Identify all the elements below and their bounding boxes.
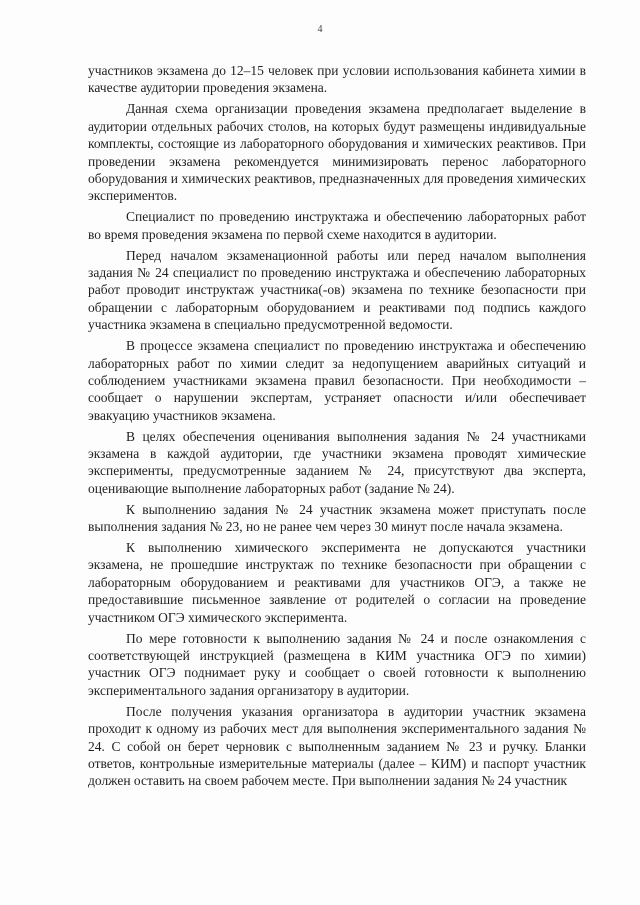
paragraph-experts-presence: В целях обеспечения оценивания выполнения задания № 24 участниками экзамена в каждой аудитории, где участники экзамена проводят химические эксперименты, предусмотренные заданием № 24, присутствуют два эксперта, оценивающие выполнение лабораторных работ (задание № 24). — [88, 428, 586, 496]
paragraph-admission-rules: К выполнению химического эксперимента не допускаются участники экзамена, не прошедшие инструктаж по технике безопасности при обращении с лабораторным оборудованием и реактивами для участников ОГЭ, а также не предоставившие письменное заявление от родителей о согласии на проведение участником ОГЭ химического эксперимента. — [88, 540, 586, 625]
paragraph-specialist-supervision: В процессе экзамена специалист по проведению инструктажа и обеспечению лабораторных работ по химии следит за недопущением аварийных ситуаций и соблюдением участниками экзамена правил безопасности. При необходимости – сообщает о нарушении экспертам, устраняет опасности и/или обеспечивает эвакуацию участников экзамена. — [88, 338, 586, 423]
document-body — [88, 62, 586, 790]
paragraph-readiness-signal: По мере готовности к выполнению задания № 24 и после ознакомления с соответствующей инструкцией (размещена в КИМ участника ОГЭ по химии) участник ОГЭ поднимает руку и сообщает о своей готовности к выполнению экспериментального задания организатору в аудитории. — [88, 630, 586, 698]
paragraph-task-start-time: К выполнению задания № 24 участник экзамена может приступать после выполнения задания № 23, но не ранее чем через 30 минут после начала экзамена. — [88, 501, 586, 535]
paragraph-specialist-location: Специалист по проведению инструктажа и обеспечению лабораторных работ во время проведения экзамена по первой схеме находится в аудитории. — [88, 209, 586, 242]
paragraph-safety-briefing: Перед началом экзаменационной работы или перед началом выполнения задания № 24 специалист по проведению инструктажа и обеспечению лабораторных работ проводит инструктаж участника(-ов) экзамена по технике безопасности при обращении с лабораторным оборудованием и реактивами под подпись каждого участника экзамена в специально предусмотренной ведомости. — [88, 247, 586, 333]
paragraph-scheme-description: Данная схема организации проведения экзамена предполагает выделение в аудитории отдельных рабочих столов, на которых будут размещены индивидуальные комплекты, состоящие из лабораторного оборудования и химических реактивов. При проведении экзамена рекомендуется минимизировать перенос лабораторного оборудования и химических реактивов, предназначенных для проведения химических экспериментов. — [88, 101, 586, 204]
page-number: 4 — [317, 24, 323, 35]
paragraph-workplace-procedure: После получения указания организатора в аудитории участник экзамена проходит к одному из рабочих мест для выполнения экспериментального задания № 24. С собой он берет черновик с выполненным заданием № 23 и ручку. Бланки ответов, контрольные измерительные материалы (далее – КИМ) и паспорт участник должен оставить на своем рабочем месте. При выполнении задания № 24 участник — [88, 703, 586, 789]
paragraph-continuation: участников экзамена до 12–15 человек при условии использования кабинета химии в качестве аудитории проведения экзамена. — [88, 63, 586, 96]
